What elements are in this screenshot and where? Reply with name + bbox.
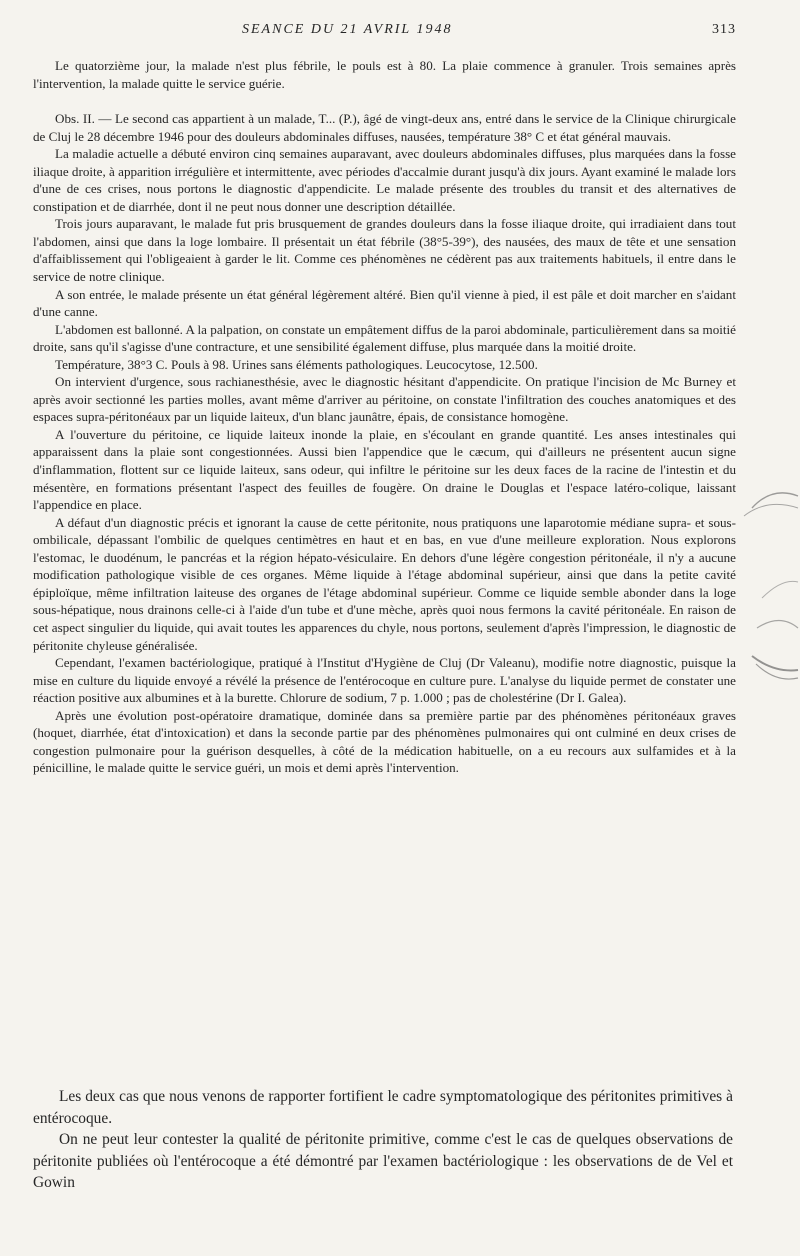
observation-heading-paragraph: Obs. II. — Le second cas appartient à un malade, T... (P.), âgé de vingt-deux ans, entré dans le service de la Clinique chirurgicale de Cluj le 28 décembre 1946 pour des douleurs abdominales diffuses, nausées, température 38° C et état général mauvais. xyxy=(33,111,736,144)
running-title: SEANCE DU 21 AVRIL 1948 xyxy=(242,22,453,37)
body-text xyxy=(33,57,736,777)
page-number: 313 xyxy=(712,22,736,37)
paragraph: Le quatorzième jour, la malade n'est plus fébrile, le pouls est à 80. La plaie commence à granuler. Trois semaines après l'intervention, la malade quitte le service guérie. xyxy=(33,58,736,91)
paragraph: Cependant, l'examen bactériologique, pratiqué à l'Institut d'Hygiène de Cluj (Dr Valeanu), modifie notre diagnostic, puisque la mise en culture du liquide envoyé a révélé la présence de l'entérocoque en culture pure. L'analyse du liquide permet de constater une réaction positive aux albumines et à la burette. Chlorure de sodium, 7 p. 1.000 ; pas de cholestérine (Dr I. Galea). xyxy=(33,655,736,706)
paragraph: Après une évolution post-opératoire dramatique, dominée dans sa première partie par des phénomènes péritonéaux graves (hoquet, diarrhée, état d'intoxication) et dans la seconde partie par des phénomènes pulmonaires qui ont culminé en deux crises de congestion pulmonaire pour la guérison desquelles, à côté de la médication habituelle, on a eu recours aux sulfamides et à la pénicilline, le malade quitte le service guéri, un mois et demi après l'intervention. xyxy=(33,707,736,776)
paragraph: Température, 38°3 C. Pouls à 98. Urines sans éléments pathologiques. Leucocytose, 12.500. xyxy=(55,356,538,372)
conclusion-paragraph: On ne peut leur contester la qualité de péritonite primitive, comme c'est le cas de quelques observations de péritonite publiées où l'entérocoque a été démontré par l'examen bactériologique : les observations de de Vel et Gowin xyxy=(33,1131,733,1191)
library-stamp xyxy=(712,478,800,693)
paragraph: Trois jours auparavant, le malade fut pris brusquement de grandes douleurs dans la fosse iliaque droite, qui irradiaient dans tout l'abdomen, ainsi que dans la loge lombaire. Il présentait un état fébrile (38°5-39°), des nausées, des maux de tête et une sensation d'affaiblissement qui l'obligeaient à garder le lit. Comme ces phénomènes ne cédèrent pas aux traitements habituels, il entre dans le service de notre clinique. xyxy=(33,216,736,285)
paragraph: L'abdomen est ballonné. A la palpation, on constate un empâtement diffus de la paroi abdominale, particulièrement dans sa moitié droite, sans qu'il s'agisse d'une contracture, et une sensibilité également diffuse, plus marquée dans la moitié droite. xyxy=(33,321,736,355)
paragraph: A défaut d'un diagnostic précis et ignorant la cause de cette péritonite, nous pratiquons une laparotomie médiane supra- et sous-ombilicale, dépassant l'ombilic de quelques centimètres en haut et en bas, en vue d'une meilleure exploration. Nous explorons l'estomac, le duodénum, le pancréas et la région hépato-vésiculaire. En dehors d'une légère congestion péritonéale, il n'y a aucune modification pathologique visible de ces organes. Même liquide à l'étage abdominal supérieur, ainsi que dans la petite cavité épiploïque, même infiltration laiteuse des organes de l'étage abdominal supérieur. Comme ce liquide semble abonder dans la loge sous-hépatique, nous drainons celle-ci à l'aide d'un tube et d'une mèche, après quoi nous fermons la cavité péritonéale. En raison de cet aspect singulier du liquide, qui avait toutes les apparences du chyle, nous portons, seulement d'après l'impression, le diagnostic de péritonite chyleuse généralisée. xyxy=(33,514,736,653)
paragraph: La maladie actuelle a débuté environ cinq semaines auparavant, avec douleurs abdominales diffuses, plus marquées dans la fosse iliaque droite, à apparition irrégulière et intermittente, avec périodes d'accalmie durant jusqu'à dix jours. Ayant examiné le malade lors d'une de ces crises, nous portons le diagnostic d'appendicite. Le malade présente des troubles du transit et des alternatives de constipation et de diarrhée, dont il ne peut nous donner une description détaillée. xyxy=(33,146,736,214)
paragraph: A l'ouverture du péritoine, ce liquide laiteux inonde la plaie, en s'écoulant en grande quantité. Les anses intestinales qui apparaissent dans la plaie sont congestionnées. Aussi bien l'appendice que le cæcum, qui d'ailleurs ne présentent aucun signe d'inflammation, flottent sur ce liquide laiteux, sans odeur, qui infiltre le péritoine sur les deux faces de la racine de l'intestin et du mésentère, en formations présentant l'aspect des feuilles de fougère. On draine le Douglas et l'espace latéro-colique, laissant l'appendice en place. xyxy=(33,426,736,513)
conclusion-text xyxy=(33,1086,733,1194)
conclusion-paragraph: Les deux cas que nous venons de rapporter fortifient le cadre symptomatologique des péritonites primitives à entérocoque. xyxy=(33,1088,733,1127)
paragraph: A son entrée, le malade présente un état général légèrement altéré. Bien qu'il vienne à pied, il est pâle et doit marcher en s'aidant d'une canne. xyxy=(33,286,736,320)
paragraph: On intervient d'urgence, sous rachianesthésie, avec le diagnostic hésitant d'appendicite. On pratique l'incision de Mc Burney et après avoir sectionné les parties molles, avant même d'arriver au péritoine, on constate l'infiltration des couches anatomiques et des espaces supra-péritonéaux par un liquide laiteux, d'un blanc jaunâtre, épais, de consistance homogène. xyxy=(33,374,736,425)
